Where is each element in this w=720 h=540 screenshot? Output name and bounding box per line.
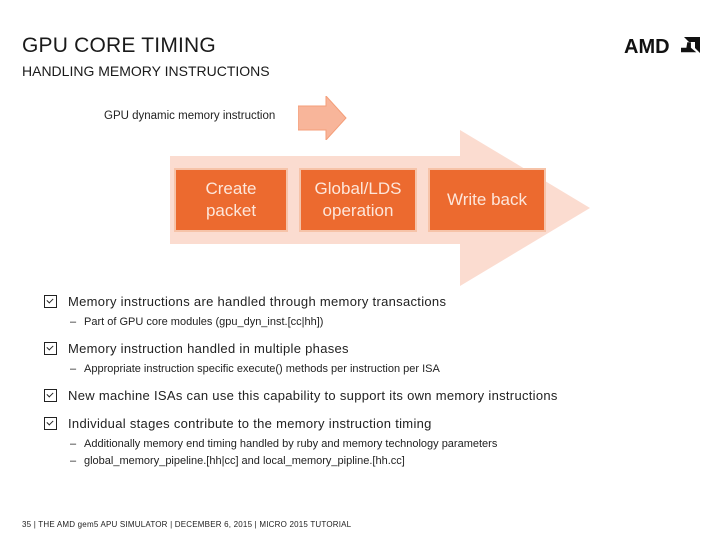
bullet-item [44,294,704,309]
sub-bullet: – Additionally memory end timing handled by ruby and memory technology parameters [70,438,498,450]
stage-create-packet: Create packet [174,168,288,232]
slide-title: GPU CORE TIMING [22,34,216,57]
bullet-list [44,294,704,467]
stage-global-lds-operation: Global/LDS operation [299,168,417,232]
bullet-item [44,416,704,431]
bullet-text: New machine ISAs can use this capability to support its own memory instructions [68,388,558,403]
bullet-text: Individual stages contribute to the memory instruction timing [68,416,432,431]
stage-write-back: Write back [428,168,546,232]
amd-logo [624,35,702,57]
slide-footer: 35 | THE AMD gem5 APU SIMULATOR | DECEMBER 6, 2015 | MICRO 2015 TUTORIAL [22,520,352,529]
slide-subtitle: HANDLING MEMORY INSTRUCTIONS [22,63,270,79]
svg-text:AMD: AMD [624,36,670,57]
sub-bullet-text: Part of GPU core modules (gpu_dyn_inst.[cc|hh]) [84,316,324,328]
sub-bullet-text: Additionally memory end timing handled by ruby and memory technology parameters [84,438,498,450]
sub-bullet-text: Appropriate instruction specific execute() methods per instruction per ISA [84,363,440,375]
sub-bullet: – Appropriate instruction specific execute() methods per instruction per ISA [70,363,440,375]
bullet-text: Memory instruction handled in multiple phases [68,341,349,356]
checkbox-bullet-icon [44,417,57,430]
checkbox-bullet-icon [44,342,57,355]
checkbox-bullet-icon [44,295,57,308]
bullet-text: Memory instructions are handled through memory transactions [68,294,447,309]
bullet-item [44,388,704,403]
checkbox-bullet-icon [44,389,57,402]
sub-bullet: – Part of GPU core modules (gpu_dyn_inst.[cc|hh]) [70,316,324,328]
bullet-item [44,341,704,356]
sub-bullet-text: global_memory_pipeline.[hh|cc] and local_memory_pipline.[hh.cc] [84,455,405,467]
sub-bullet: – global_memory_pipeline.[hh|cc] and local_memory_pipline.[hh.cc] [70,455,405,467]
arrow-label: GPU dynamic memory instruction [104,110,276,122]
